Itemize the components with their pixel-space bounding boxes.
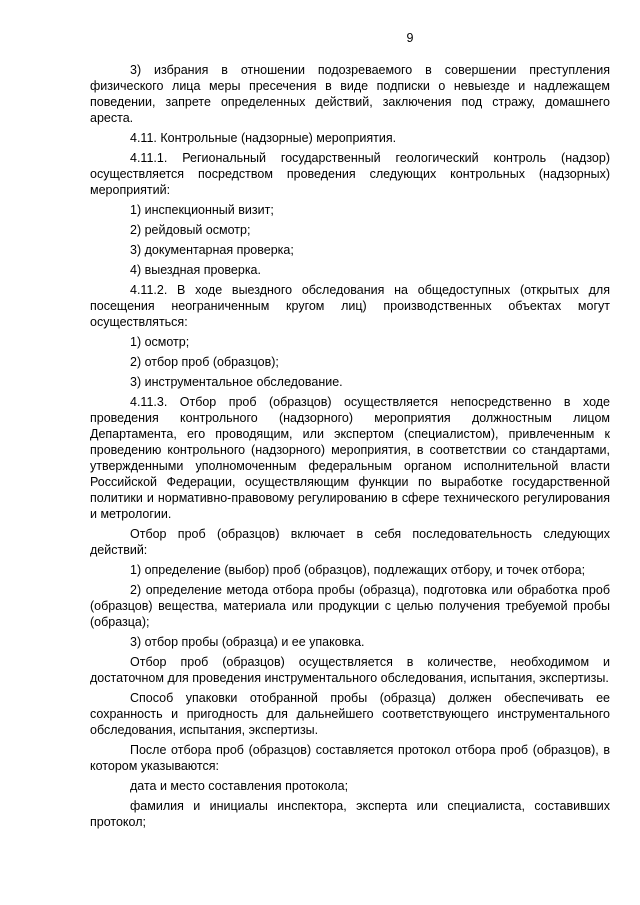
- list-item: 1) инспекционный визит;: [130, 203, 274, 217]
- list-item: 1) осмотр;: [130, 335, 190, 349]
- page-number: 9: [406, 31, 414, 45]
- list-item: фамилия и инициалы инспектора, эксперта или специалиста, составивших протокол;: [90, 799, 610, 829]
- list-item: дата и место составления протокола;: [130, 779, 349, 793]
- paragraph: После отбора проб (образцов) составляется протокол отбора проб (образцов), в котором указываются:: [90, 743, 610, 773]
- paragraph: Способ упаковки отобранной пробы (образца) должен обеспечивать ее сохранность и пригодность для дальнейшего соответствующего инструментального обследования, испытания, экспертизы.: [90, 691, 610, 737]
- list-item: 2) определение метода отбора пробы (образца), подготовка или обработка проб (образцов) вещества, материала или продукции с целью получения требуемой пробы (образца);: [90, 583, 610, 629]
- list-item: 3) отбор пробы (образца) и ее упаковка.: [130, 635, 365, 649]
- list-item: 4) выездная проверка.: [130, 263, 261, 277]
- list-item: 1) определение (выбор) проб (образцов), подлежащих отбору, и точек отбора;: [130, 563, 586, 577]
- list-item: 2) рейдовый осмотр;: [130, 223, 251, 237]
- paragraph: 4.11.2. В ходе выездного обследования на общедоступных (открытых для посещения неограниченным кругом лиц) производственных объектах могут осуществляться:: [90, 283, 610, 329]
- paragraph: 4.11.3. Отбор проб (образцов) осуществляется непосредственно в ходе проведения контрольного (надзорного) мероприятия должностным лицом Департамента, его проводящим, или экспертом (специалистом), привлеченным к проведению контрольного (надзорного) мероприятия, в соответствии со стандартами, утвержденными уполномоченным федеральным органом исполнительной власти Российской Федерации, осуществляющим функции по выработке государственной политики и нормативно-правовому регулированию в сфере технического регулирования и метрологии.: [90, 395, 610, 521]
- paragraph: Отбор проб (образцов) включает в себя последовательность следующих действий:: [90, 527, 610, 557]
- section-heading: 4.11. Контрольные (надзорные) мероприятия.: [130, 131, 397, 145]
- paragraph: Отбор проб (образцов) осуществляется в количестве, необходимом и достаточном для проведения инструментального обследования, испытания, экспертизы.: [90, 655, 610, 685]
- paragraph: 3) избрания в отношении подозреваемого в совершении преступления физического лица меры пресечения в виде подписки о невыезде и надлежащем поведении, запрете определенных действий, заключения под стражу, домашнего ареста.: [90, 63, 610, 125]
- document-body: [90, 62, 610, 830]
- list-item: 2) отбор проб (образцов);: [130, 355, 279, 369]
- list-item: 3) документарная проверка;: [130, 243, 294, 257]
- list-item: 3) инструментальное обследование.: [130, 375, 343, 389]
- paragraph: 4.11.1. Региональный государственный геологический контроль (надзор) осуществляется посредством проведения следующих контрольных (надзорных) мероприятий:: [90, 151, 610, 197]
